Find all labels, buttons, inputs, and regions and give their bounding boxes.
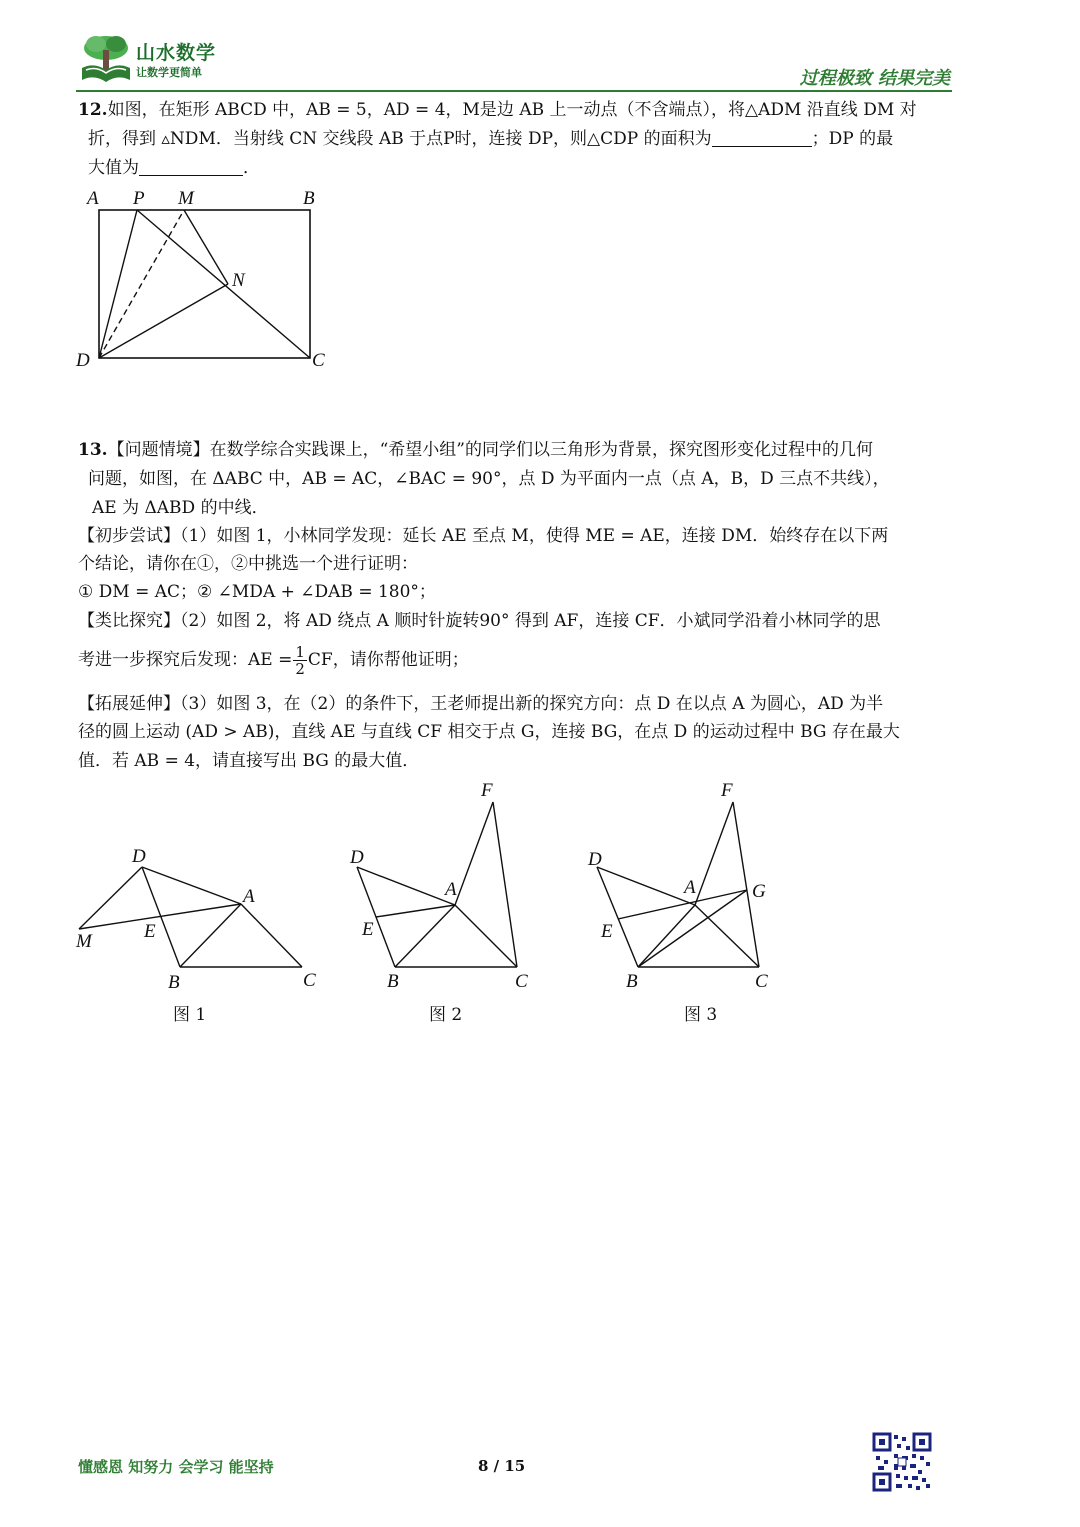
q12-segment-PC <box>137 210 310 358</box>
q13-number: 13. <box>78 440 108 460</box>
q13-line-9: 【拓展延伸】（3）如图 3，在（2）的条件下，王老师提出新的探究方向：点 D 在以点 A 为圆心，AD 为半 <box>78 694 884 714</box>
fraction-numerator: 1 <box>295 643 305 661</box>
q13-figure-2 <box>340 775 550 1000</box>
q12-text-3b: ． <box>243 158 260 178</box>
fig2-segment-EA <box>376 905 455 917</box>
fig2-label-A: A <box>445 879 457 900</box>
fig3-segment-AC <box>695 905 759 967</box>
fig1-label-C: C <box>303 970 316 991</box>
fig1-caption: 图 1 <box>173 1005 207 1025</box>
q13-line-8 <box>78 640 954 680</box>
fig1-segment-BA <box>180 904 241 967</box>
q12-line-2 <box>88 125 964 153</box>
q13-fraction-half <box>293 644 307 677</box>
fig1-segment-DA <box>142 867 241 904</box>
q13-line-1 <box>78 436 954 464</box>
fig3-label-E: E <box>601 921 613 942</box>
q12-label-P: P <box>133 188 145 209</box>
q12-text-3a: 大值为 <box>88 158 139 178</box>
q12-text-2b: ；DP 的最 <box>811 129 894 149</box>
fig2-label-C: C <box>515 971 528 992</box>
q13-text-8a: 考进一步探究后发现：AE = <box>78 650 293 670</box>
fig3-segment-DB <box>597 867 638 967</box>
q13-text-1: 【问题情境】在数学综合实践课上，“希望小组”的同学们以三角形为背景，探究图形变化过程中的几何 <box>107 440 873 460</box>
brand-slogan: 让数学更简单 <box>136 66 202 79</box>
fig3-label-B: B <box>626 971 638 992</box>
fig2-label-D: D <box>350 847 364 868</box>
q12-label-N: N <box>232 270 245 291</box>
page-number: 8 / 15 <box>478 1457 526 1475</box>
header-divider <box>76 90 952 92</box>
qr-code-graphic <box>872 1432 932 1492</box>
brand-name: 山水数学 <box>136 42 217 64</box>
q13-line-7: 【类比探究】（2）如图 2，将 AD 绕点 A 顺时针旋转90° 得到 AF，连接 CF．小斌同学沿着小林同学的思 <box>78 611 881 631</box>
book-tree-icon <box>78 32 134 86</box>
q12-answer-blank-1[interactable] <box>712 128 812 147</box>
fig3-label-F: F <box>721 780 733 801</box>
header-motto: 过程极致 结果完美 <box>799 68 950 89</box>
q12-label-B: B <box>303 188 315 209</box>
brand-logo <box>78 32 134 86</box>
fig1-segment-DM <box>79 867 142 929</box>
q12-number: 12. <box>78 100 108 120</box>
q13-line-3: AE 为 ΔABD 的中线． <box>92 498 269 518</box>
fig3-label-G: G <box>752 881 766 902</box>
q13-line-2: 问题，如图，在 ΔABC 中，AB = AC，∠BAC = 90°，点 D 为平面内一点（点 A，B，D 三点不共线）， <box>88 469 890 489</box>
fig1-label-D: D <box>132 846 146 867</box>
q13-line-10: 径的圆上运动 (AD > AB)，直线 AE 与直线 CF 相交于点 G，连接 BG，在点 D 的运动过程中 BG 存在最大 <box>78 722 900 742</box>
q13-line-6: ① DM = AC；② ∠MDA + ∠DAB = 180°； <box>78 582 436 602</box>
q12-text-1: 如图，在矩形 ABCD 中，AB = 5，AD = 4，M是边 AB 上一动点（不含端点），将△ADM 沿直线 DM 对 <box>107 100 917 120</box>
fig3-label-A: A <box>684 877 696 898</box>
fig1-label-B: B <box>168 972 180 993</box>
fig1-label-E: E <box>144 921 156 942</box>
fig2-segment-FC <box>493 802 517 967</box>
fig2-segment-DA <box>357 867 455 905</box>
fig2-label-E: E <box>362 919 374 940</box>
fig2-segment-AF <box>455 802 493 905</box>
fig3-segment-DA <box>597 867 695 905</box>
fig3-label-D: D <box>588 849 602 870</box>
q12-segment-DN <box>99 284 228 358</box>
fraction-denominator: 2 <box>295 660 305 678</box>
q12-line-1 <box>78 96 954 124</box>
fig2-segment-AC <box>455 905 517 967</box>
q12-label-C: C <box>312 350 325 371</box>
fig1-label-A: A <box>243 886 255 907</box>
q13-line-4: 【初步尝试】（1）如图 1，小林同学发现：延长 AE 至点 M，使得 ME = AE，连接 DM．始终存在以下两 <box>78 526 889 546</box>
fig2-segment-BA <box>395 905 455 967</box>
q13-line-11: 值．若 AB = 4，请直接写出 BG 的最大值． <box>78 751 420 771</box>
q13-figure-1 <box>70 840 330 1000</box>
q12-segment-DM <box>99 210 184 358</box>
q12-label-A: A <box>87 188 99 209</box>
fig1-segment-AC <box>241 904 302 967</box>
fig3-segment-BA <box>638 905 695 967</box>
q12-segment-MN <box>184 210 228 284</box>
q13-figure-3 <box>580 775 790 1000</box>
q12-segment-DP <box>99 210 137 358</box>
fig3-segment-AF <box>695 802 733 905</box>
q12-label-D: D <box>76 350 90 371</box>
fig2-label-F: F <box>481 780 493 801</box>
footer-motto: 懂感恩 知努力 会学习 能坚持 <box>78 1458 274 1476</box>
qr-code-icon[interactable] <box>872 1432 932 1492</box>
fig2-label-B: B <box>387 971 399 992</box>
q12-figure <box>70 180 350 380</box>
fig3-caption: 图 3 <box>684 1005 718 1025</box>
q13-text-8b: CF，请你帮他证明； <box>307 650 469 670</box>
fig2-caption: 图 2 <box>429 1005 463 1025</box>
fig1-segment-MA <box>79 904 241 929</box>
fig1-label-M: M <box>76 931 92 952</box>
q12-text-2a: 折，得到 ▵NDM．当射线 CN 交线段 AB 于点P时，连接 DP，则△CDP 的面积为 <box>88 129 712 149</box>
q13-line-5: 个结论，请你在①，②中挑选一个进行证明： <box>78 554 418 574</box>
q12-answer-blank-2[interactable] <box>139 157 243 176</box>
q12-line-3 <box>88 154 964 182</box>
fig3-label-C: C <box>755 971 768 992</box>
q12-label-M: M <box>178 188 194 209</box>
